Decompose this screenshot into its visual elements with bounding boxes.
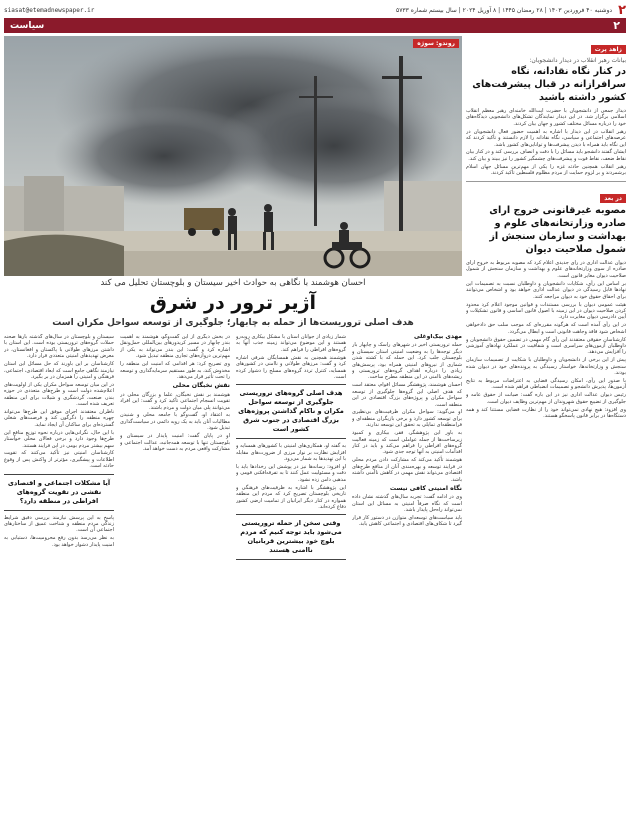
story1-kicker: بیانات رهبر انقلاب در دیدار دانشجویان: (529, 57, 626, 64)
story2-body (466, 260, 626, 820)
paragraph: شمار زیادی از جوانان استان با مشکل بیکاری روبه‌رو هستند و این موضوع می‌تواند زمینه جذب آنها به گروه‌های افراطی را فراهم کند. (236, 334, 346, 353)
story1-body (466, 108, 626, 178)
paragraph: کارشناسان امنیتی نیز تأکید می‌کنند که تقویت اطلاعات و پیشگیری، مؤثرتر از واکنش پس از وقوع حادثه است. (4, 450, 114, 470)
paragraph: ناظران معتقدند اجرای موفق این طرح‌ها می‌تواند چهره منطقه را دگرگون کند و فرصت‌های شغلی گسترده‌ای برای ساکنان آن ایجاد نماید. (4, 408, 114, 428)
paragraph: هوشمند بر نقش نخبگان، علما و بزرگان محلی در تقویت انسجام اجتماعی تأکید کرد و گفت: این افراد می‌توانند پلی میان دولت و مردم باشند. (120, 391, 230, 411)
paragraph: رهبر انقلاب همچنین حادثه غزه را یکی از مهم‌ترین مسائل جهان اسلام برشمردند و بر لزوم حمایت از مردم مظلوم فلسطین تأکید کردند. (466, 163, 626, 177)
paragraph: در این رأی آمده است که هرگونه مقرره‌ای که موجب سلب حق دادخواهی اشخاص شود فاقد وجاهت قانونی است و ابطال می‌گردد. (466, 322, 626, 335)
paragraph: به نظر می‌رسد بدون رفع محرومیت‌ها، دستیابی به امنیت پایدار دشوار خواهد بود. (4, 535, 114, 548)
paragraph: به باور این پژوهشگر، فقر، بیکاری و کمبود زیرساخت‌ها از جمله عواملی است که زمینه فعالیت گروه‌های افراطی را فراهم می‌کند و باید در کنار اقدامات امنیتی به آنها توجه جدی شود. (352, 430, 462, 456)
news-tag: در بعد (600, 194, 626, 203)
story1-headline[interactable]: در کنار نگاه نقادانه، نگاه سرافرازانه در قبال پیشرفت‌های کشور داشته باشید (472, 66, 626, 103)
street-scene-image (4, 36, 462, 276)
paragraph: با این حال، نگرانی‌هایی درباره نحوه توزیع منافع این طرح‌ها وجود دارد و برخی فعالان محلی خواستار سهم بیشتر مردم بومی در این فرایند هستند. (4, 429, 114, 449)
section-page-number: ۲ (613, 19, 620, 32)
paragraph: دیدار جمعی از دانشجویان با حضرت آیت‌الله خامنه‌ای رهبر معظم انقلاب اسلامی برگزار شد. در این دیدار نمایندگان تشکل‌های دانشجویی دیدگاه‌های خود را درباره مسائل مختلف کشور و جهان بیان کردند. (466, 108, 626, 127)
subhead: نگاه امنیتی کافی نیست (389, 484, 462, 492)
paragraph: سیستان و بلوچستان در سال‌های گذشته بارها صحنه حملات گروه‌های تروریستی بوده است. این استان با داشتن مرزهای طولانی با پاکستان و افغانستان، در معرض تهدیدهای امنیتی متعددی قرار دارد. (4, 334, 114, 360)
paragraph: ایشان گفتند دانشجو باید مسائل را با دقت و انصاف بررسی کند و در کنار بیان نقاط ضعف، نقاط قوت و پیشرفت‌های چشمگیر کشور را نیز ببیند و بیان کند. (466, 149, 626, 162)
paragraph: باید سیاست‌های توسعه‌ای متوازن در دستور کار قرار گیرد تا شکاف‌های اقتصادی و اجتماعی کاهش یابد. (352, 515, 462, 528)
paragraph: وی افزود: هیچ نهادی نمی‌تواند خود را از نظارت قضایی مستثنا کند و همه دستگاه‌ها در برابر قانون پاسخگو هستند. (466, 406, 626, 419)
paragraph: با صدور این رأی، امکان رسیدگی قضایی به اعتراضات مربوط به نتایج آزمون‌ها، پذیرش دانشجو و تصمیمات انضباطی فراهم شده است. (466, 377, 626, 391)
site-email-link[interactable]: siasat@etemadnewspaper.ir (4, 6, 95, 14)
subhead: نقش نخبگان محلی (172, 382, 230, 390)
paragraph: بر اساس این رأی، شکایات دانشجویان و داوطلبان نسبت به تصمیمات این نهادها قابل رسیدگی در دیوان عدالت اداری خواهد بود و اشخاص می‌توانند برای احقاق حقوق خود به دیوان مراجعه کنند. (466, 280, 626, 300)
paragraph: احسان هوشمند، پژوهشگر مسائل اقوام، معتقد است که هدف اصلی این گروه‌ها جلوگیری از توسعه سواحل مکران و پروژه‌های بزرگ اقتصادی در این منطقه است. (352, 382, 462, 408)
photo-credit-tag: روندو: سوژه (413, 39, 459, 48)
paragraph: رهبر انقلاب در این دیدار با اشاره به اهمیت حضور فعال دانشجویان در عرصه‌های اجتماعی و سیاسی، نگاه نقادانه را لازم دانستند و تأکید کردند که این نگاه باید همراه با دیدن پیشرفت‌ها و توانایی‌های کشور باشد. (466, 128, 626, 148)
paragraph: هوشمند تأکید می‌کند که مشارکت دادن مردم محلی در فرایند توسعه و بهره‌مندی آنان از منافع طرح‌های اقتصادی می‌تواند نقش مهمی در کاهش ناامنی داشته باشد. (352, 457, 462, 483)
story2-headline[interactable]: مصوبه غیرقانونی خروج ارای صادره وزارتخانه‌های علوم و بهداشت و سازمان سنجش از شمول صلاحیت دیوان (489, 205, 626, 256)
article-column-4 (4, 334, 114, 816)
right-news-column (466, 36, 626, 816)
divider (466, 181, 626, 182)
article-column-1 (352, 334, 462, 816)
dateline: دوشنبه ۴۰ فروردین ۱۴۰۳ | ۲۸ رمضان ۱۴۴۵ | ۸ آوریل ۲۰۲۴ | سال بیستم شماره ۵۷۳۳ (395, 6, 613, 14)
main-deck: هدف اصلی تروریست‌ها از حمله به چابهار؛ جلوگیری از توسعه سواحل مکران است (52, 318, 414, 328)
section-title: سیاست (10, 20, 45, 31)
paragraph: او در پایان گفت: امنیت پایدار در سیستان و بلوچستان تنها با توسعه همه‌جانبه، عدالت اجتماعی و مشارکت واقعی مردم به دست خواهد آمد. (120, 433, 230, 452)
pull-quote: وقتی سخن از حمله تروریستی می‌شود باید توجه کنیم که مردم بلوچ خود بیشترین قربانیان ناامنی هستند (236, 514, 346, 560)
paragraph: در این میان توسعه سواحل مکران یکی از اولویت‌های اعلام‌شده دولت است و طرح‌های متعددی در حوزه بندر، صنعت، گردشگری و شیلات برای این منطقه تعریف شده است. (4, 381, 114, 408)
paragraph: در بخش دیگری از این گفت‌وگو، هوشمند به اهمیت بندر چابهار در مسیر کریدورهای بین‌المللی حمل‌ونقل اشاره کرد و گفت: این بندر می‌تواند به یکی از مهم‌ترین دروازه‌های تجاری منطقه تبدیل شود. (120, 334, 230, 360)
paragraph: هوشمند همچنین به نقش همسایگان شرقی اشاره کرد و گفت: مرزهای طولانی و ناامنی در کشورهای همسایه، کنترل تردد گروه‌های مسلح را دشوار کرده است. (236, 354, 346, 380)
paragraph: وی در ادامه گفت: تجربه سال‌های گذشته نشان داده است که نگاه صرفاً امنیتی به مسائل این استان نمی‌تواند راه‌حل پایدار باشد. (352, 494, 462, 514)
main-kicker: احسان هوشمند با نگاهی به حوادث اخیر سیستان و بلوچستان تحلیل می کند (100, 278, 366, 288)
pull-quote: هدف اصلی گروه‌های تروریستی جلوگیری از توسعه سواحل مکران و ناکام گذاشتن پروژه‌های بزرگ اقتصادی در جنوب شرق کشور است (236, 384, 346, 439)
paragraph: وی تصریح کرد: هر اقدامی که امنیت این منطقه را مخدوش کند، به طور مستقیم سرمایه‌گذاری و توسعه را تحت تأثیر قرار می‌دهد. (120, 361, 230, 380)
paragraph: به گفته او، همکاری‌های امنیتی با کشورهای همسایه و افزایش نظارت بر نوار مرزی از ضرورت‌های مقابله با این تهدیدها به شمار می‌رود. (236, 443, 346, 463)
article-column-3 (120, 334, 230, 816)
main-headline[interactable]: آژیر ترور در شرق (149, 292, 317, 314)
masthead-line (4, 2, 626, 18)
pull-quote: آیا مشکلات اجتماعی و اقتصادی نقشی در تقویت گروه‌های افراطی در منطقه دارد؟ (4, 474, 114, 511)
paragraph: پاسخ به این پرسش نیازمند بررسی دقیق شرایط زندگی مردم منطقه و شناخت عمیق از ساختارهای اجتماعی آن است. (4, 514, 114, 534)
paragraph: کارشناسان بر این باورند که حل مسائل این استان نیازمند نگاهی جامع است که ابعاد اقتصادی، اجتماعی، فرهنگی و امنیتی را همزمان در بر بگیرد. (4, 361, 114, 380)
paragraph: این پژوهشگر با اشاره به ظرفیت‌های فرهنگی و تاریخی بلوچستان تصریح کرد که مردم این منطقه همواره در کنار دیگر ایرانیان از تمامیت ارضی کشور دفاع کرده‌اند. (236, 484, 346, 510)
page-number: ۲ (618, 2, 626, 18)
paragraph: او افزود: رسانه‌ها نیز در پوشش این رخدادها باید با دقت و مسئولیت عمل کنند تا به تفرقه‌افکنی قومی و مذهبی دامن زده نشود. (236, 464, 346, 483)
paragraph: هیئت عمومی دیوان با بررسی مستندات و قوانین موجود اعلام کرد محدود کردن صلاحیت دیوان در این زمینه با اصول قانون اساسی و قانون تشکیلات و آیین دادرسی دیوان مغایرت دارد. (466, 301, 626, 321)
lead-photo (4, 36, 462, 276)
main-article-body (4, 334, 462, 816)
paragraph: کارشناسان حقوقی معتقدند این رأی گام مهمی در تضمین حقوق دانشجویان و داوطلبان آزمون‌های سراسری است و شفافیت در عملکرد نهادهای آموزشی را افزایش می‌دهد. (466, 336, 626, 356)
news-tag: زاهد پرت (591, 45, 626, 54)
paragraph: پیش از این برخی از دانشجویان و داوطلبان با شکایت از تصمیمات سازمان سنجش و وزارتخانه‌ها، خواستار رسیدگی به پرونده‌های خود در دیوان شده بودند. (466, 357, 626, 377)
paragraph: به اعتقاد او، گفت‌وگو با جامعه محلی و شنیدن مطالبات آنان باید به یک رویه دائمی در سیاست‌گذاری تبدیل شود. (120, 412, 230, 432)
paragraph: حمله تروریستی اخیر در شهرهای راسک و چابهار بار دیگر توجه‌ها را به وضعیت امنیتی استان سیستان و بلوچستان جلب کرد. این حمله که با کشته شدن شماری از نیروهای امنیتی همراه بود، پرسش‌های زیادی را درباره اهداف گروه‌های تروریستی و ریشه‌های ناامنی در این منطقه مطرح ساخت. (352, 342, 462, 381)
paragraph: رئیس دیوان عدالت اداری نیز در این باره گفت: صیانت از حقوق عامه و جلوگیری از تضییع حقوق شهروندان از مهم‌ترین وظایف دیوان است. (466, 392, 626, 405)
article-column-2 (236, 334, 346, 816)
paragraph: او می‌گوید: سواحل مکران ظرفیت‌های بی‌نظیری برای توسعه کشور دارد و برخی بازیگران منطقه‌ای و فرامنطقه‌ای تمایلی به تحقق این توسعه ندارند. (352, 409, 462, 429)
byline: مهدی بیک‌اوغلی (414, 334, 462, 340)
section-bar (4, 18, 626, 33)
paragraph: دیوان عدالت اداری در رأی جدیدی اعلام کرد که مصوبه مربوط به خروج آرای صادره از سوی وزارتخانه‌های علوم و بهداشت و سازمان سنجش از شمول صلاحیت دیوان مغایر قانون است. (466, 260, 626, 279)
